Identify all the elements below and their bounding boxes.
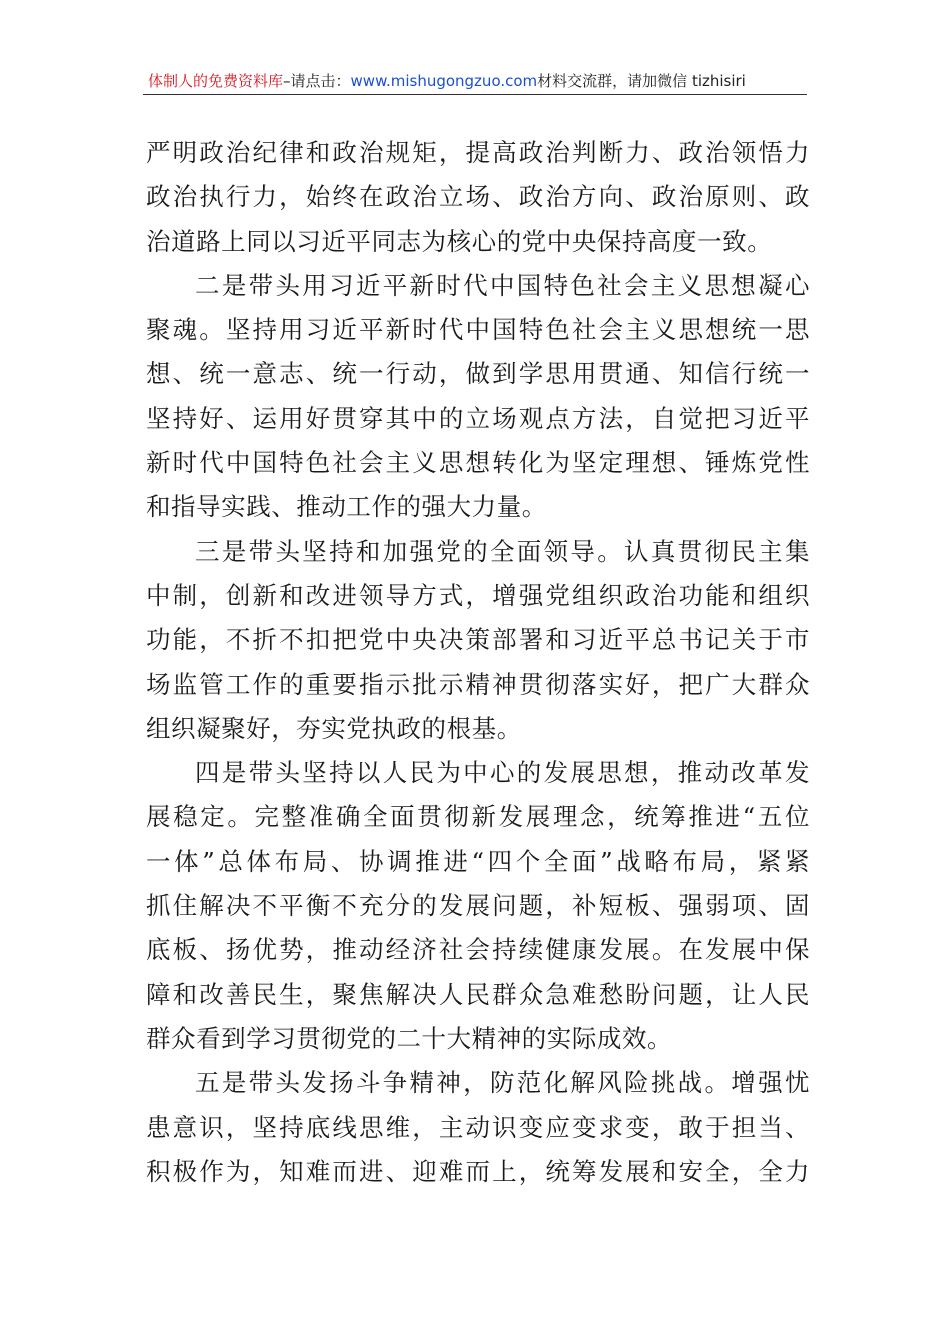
text-line: 严明政治纪律和政治规矩，提高政治判断力、政治领悟力 xyxy=(146,138,810,167)
text-line: 功能，不折不扣把党中央决策部署和习近平总书记关于市 xyxy=(146,625,810,655)
text-line: 治道路上同以习近平同志为核心的党中央保持高度一致。 xyxy=(146,226,773,256)
text-line: 中制，创新和改进领导方式，增强党组织政治功能和组织 xyxy=(146,580,810,610)
text-line: 和指导实践、推动工作的强大力量。 xyxy=(146,492,547,522)
text-line: 二是带头用习近平新时代中国特色社会主义思想凝心 xyxy=(195,270,810,300)
text-line: 四是带头坚持以人民为中心的发展思想，推动改革发 xyxy=(195,758,810,788)
text-line: 场监管工作的重要指示批示精神贯彻落实好，把广大群众 xyxy=(146,669,810,699)
header-prompt: –请点击： xyxy=(283,72,351,90)
text-line: 患意识，坚持底线思维，主动识变应变求变，敢于担当、 xyxy=(146,1112,810,1142)
header-tail: 材料交流群，请加微信 tizhisiri xyxy=(537,72,746,90)
text-line: 一体”总体布局、协调推进“四个全面”战略布局，紧紧 xyxy=(146,846,810,876)
paragraph-fifth-point xyxy=(146,1061,810,1194)
text-line: 三是带头坚持和加强党的全面领导。认真贯彻民主集 xyxy=(195,536,810,566)
text-line: 群众看到学习贯彻党的二十大精神的实际成效。 xyxy=(146,1023,673,1053)
text-line: 抓住解决不平衡不充分的发展问题，补短板、强弱项、固 xyxy=(146,891,810,921)
header-brand: 体制人的免费资料库 xyxy=(148,72,284,90)
text-line: 新时代中国特色社会主义思想转化为坚定理想、锤炼党性 xyxy=(146,448,810,478)
text-line: 想、统一意志、统一行动，做到学思用贯通、知信行统一 xyxy=(146,359,810,389)
text-line: 聚魂。坚持用习近平新时代中国特色社会主义思想统一思 xyxy=(146,315,810,345)
paragraph-fourth-point xyxy=(146,751,810,1061)
text-line: 组织凝聚好，夯实党执政的根基。 xyxy=(146,713,522,743)
text-line: 展稳定。完整准确全面贯彻新发展理念，统筹推进“五位 xyxy=(146,802,810,832)
paragraph-third-point xyxy=(146,530,810,751)
text-line: 障和改善民生，聚焦解决人民群众急难愁盼问题，让人民 xyxy=(146,979,810,1009)
text-line: 底板、扬优势，推动经济社会持续健康发展。在发展中保 xyxy=(146,935,810,965)
header-divider xyxy=(143,94,807,95)
paragraph-second-point xyxy=(146,264,810,530)
header-url-link[interactable]: www.mishugongzuo.com xyxy=(350,72,538,90)
text-line: 五是带头发扬斗争精神，防范化解风险挑战。增强忧 xyxy=(195,1068,810,1098)
text-line: 政治执行力，始终在政治立场、政治方向、政治原则、政 xyxy=(146,182,810,212)
text-line: 积极作为，知难而进、迎难而上，统筹发展和安全，全力 xyxy=(146,1156,810,1186)
document-body xyxy=(146,131,810,1194)
page-header xyxy=(148,70,804,94)
paragraph-continuation xyxy=(146,131,810,264)
text-line: 坚持好、运用好贯穿其中的立场观点方法，自觉把习近平 xyxy=(146,403,810,433)
